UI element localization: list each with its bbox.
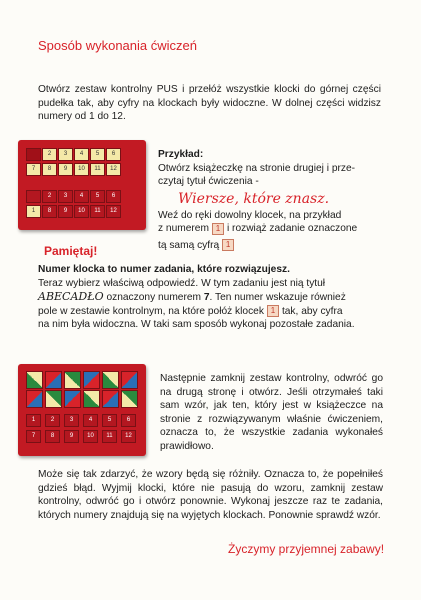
pattern-tile [83,371,100,389]
digit-cell: 8 [42,163,57,176]
paragraph-line: pole w zestawie kontrolnym, na które połóż klocek 1 tak, aby cyfra [38,305,343,317]
pattern-tile [45,390,62,408]
number-cell: 1 [26,414,41,427]
mistake-paragraph: Może się tak zdarzyć, że wzory będą się różniły. Oznacza to, że popełniłeś gdzieś błąd. Wyjmij klocki, które nie pasują do wzoru, zamknij zestaw kontrolny, odwróć go i otwórz ponownie. Wykonaj jeszcze raz te zadania, których numery znajdują się na wyjętych klockach. Ponownie sprawdź wzór. [38,469,383,521]
number-cell: 2 [42,190,57,203]
tile-icon: 1 [222,239,234,251]
pattern-tile [26,371,43,389]
digit-cell: 7 [26,163,41,176]
example-line: z numerem 1 i rozwiąż zadanie oznaczone [158,223,358,235]
exercise-title: Wiersze, które znasz. [178,190,330,207]
number-cell: 9 [58,205,73,218]
number-cell: 11 [102,430,117,443]
next-paragraph: Następnie zamknij zestaw kontrolny, odwróć go na drugą stronę i otwórz. Jeśli otrzymałeś taki sam wzór, jak ten, który jest w książeczce na stronie z rozwiązywanym właśnie ćwiczeniem, oznacza to, że wszystkie zadania wykonałeś prawidłowo. [160,373,383,452]
pattern-tile [26,390,43,408]
paragraph-line: na nim była widoczna. W taki sam sposób wykonaj pozostałe zadania. [38,319,355,331]
digit-cell: 6 [106,148,121,161]
control-set-pattern-image [18,364,146,456]
pattern-tile [102,371,119,389]
pattern-tile [121,371,138,389]
pattern-tile [64,371,81,389]
number-cell: 2 [45,414,60,427]
paragraph-line: Teraz wybierz właściwą odpowiedź. W tym zadaniu jest nią tytuł [38,277,326,289]
tile-icon: 1 [267,305,279,317]
digit-cell: 12 [106,163,121,176]
pattern-tile [83,390,100,408]
number-cell: 4 [74,190,89,203]
number-cell: 6 [121,414,136,427]
remember-heading: Pamiętaj! [44,244,98,258]
number-cell: 5 [102,414,117,427]
pattern-tile [45,371,62,389]
number-cell: 9 [64,430,79,443]
example-line: tą samą cyfrą 1 [158,239,383,253]
pattern-tile [102,390,119,408]
number-cell: 10 [83,430,98,443]
placed-tile: 1 [26,205,41,218]
pattern-tile [121,390,138,408]
number-cell: 11 [90,205,105,218]
digit-cell: 2 [42,148,57,161]
pattern-tile [64,390,81,408]
digit-cell: 4 [74,148,89,161]
remember-block [38,263,383,332]
red-cell [26,190,41,203]
number-cell: 8 [45,430,60,443]
digit-cell: 10 [74,163,89,176]
red-cell [26,148,41,161]
control-set-open-image [18,140,146,230]
closing-text: Życzymy przyjemnej zabawy! [228,542,385,556]
paragraph-line: ABECADŁO oznaczony numerem 7. Ten numer wskazuje również [38,290,346,304]
number-cell: 7 [26,430,41,443]
number-cell: 3 [58,190,73,203]
number-cell: 5 [90,190,105,203]
digit-cell: 5 [90,148,105,161]
digit-cell: 11 [90,163,105,176]
number-cell: 10 [74,205,89,218]
intro-paragraph: Otwórz zestaw kontrolny PUS i przełóż wszystkie klocki do górnej części pudełka tak, aby cyfry na klockach były widoczne. W dolnej części widzisz numery od 1 do 12. [38,84,381,123]
number-cell: 8 [42,205,57,218]
example-line: Otwórz książeczkę na stronie drugiej i prze- [158,162,356,174]
tile-icon: 1 [212,223,224,235]
number-cell: 12 [121,430,136,443]
number-cell: 3 [64,414,79,427]
example-heading: Przykład: [158,149,204,160]
example-line: Weź do ręki dowolny klocek, na przykład [158,209,342,221]
page-title: Sposób wykonania ćwiczeń [38,38,197,53]
number-cell: 4 [83,414,98,427]
example-block [158,148,383,253]
digit-cell: 9 [58,163,73,176]
number-cell: 12 [106,205,121,218]
example-line: czytaj tytuł ćwiczenia - [158,176,259,188]
number-cell: 6 [106,190,121,203]
rule-text: Numer klocka to numer zadania, które rozwiązujesz. [38,264,290,275]
digit-cell: 3 [58,148,73,161]
